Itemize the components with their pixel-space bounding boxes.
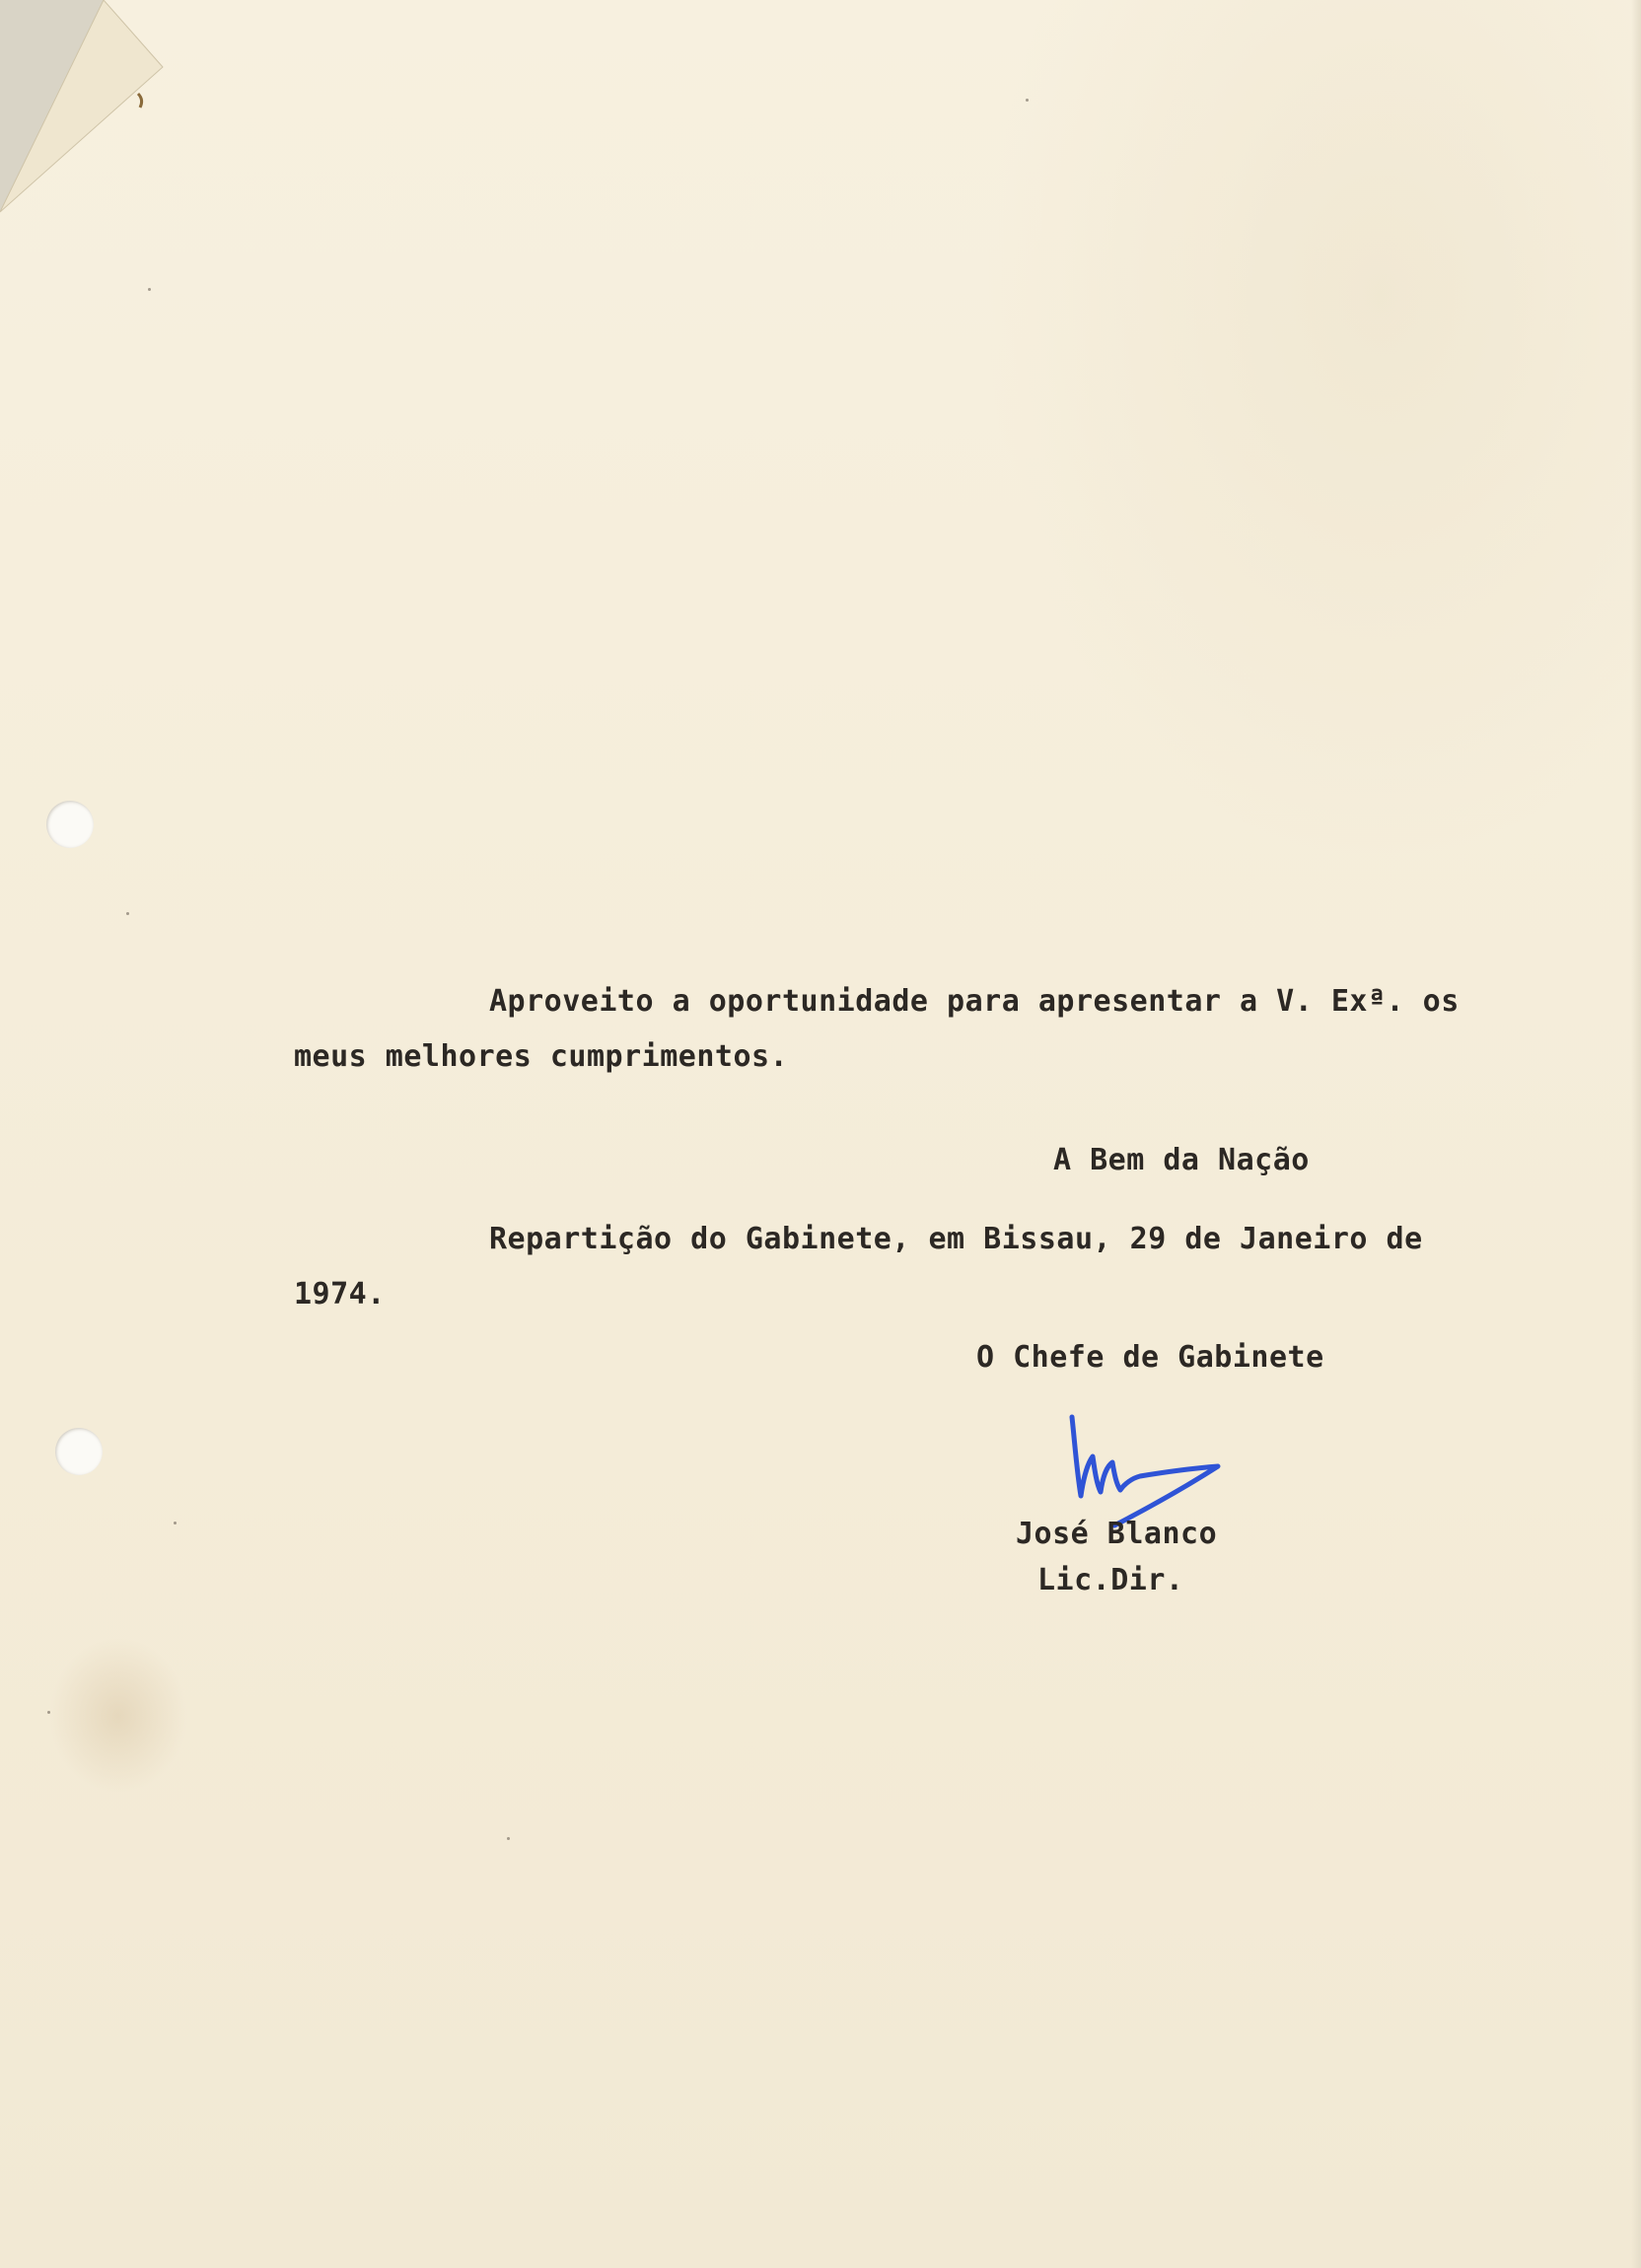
punch-hole-lower (55, 1428, 103, 1475)
place-date-line-2: 1974. (294, 1277, 386, 1311)
place-date-line-1: Repartição do Gabinete, em Bissau, 29 de Janeiro de (489, 1222, 1423, 1256)
paper-speck (507, 1837, 510, 1840)
folded-corner (0, 0, 168, 237)
signatory-name: José Blanco (1016, 1517, 1218, 1551)
paper-speck (174, 1522, 177, 1524)
signatory-credentials: Lic.Dir. (1037, 1563, 1184, 1597)
closing-paragraph-line-1: Aproveito a oportunidade para apresentar a V. Exª. os (489, 984, 1460, 1019)
signatory-title: O Chefe de Gabinete (976, 1340, 1324, 1375)
paper-speck (47, 1711, 50, 1714)
paper-speck (148, 288, 151, 291)
paper-speck (1026, 99, 1029, 102)
paper-speck (126, 912, 129, 915)
punch-hole-upper (46, 801, 94, 848)
paper-right-edge (1631, 0, 1641, 2268)
closing-paragraph-line-2: meus melhores cumprimentos. (294, 1039, 789, 1074)
salutation: A Bem da Nação (1053, 1143, 1310, 1177)
